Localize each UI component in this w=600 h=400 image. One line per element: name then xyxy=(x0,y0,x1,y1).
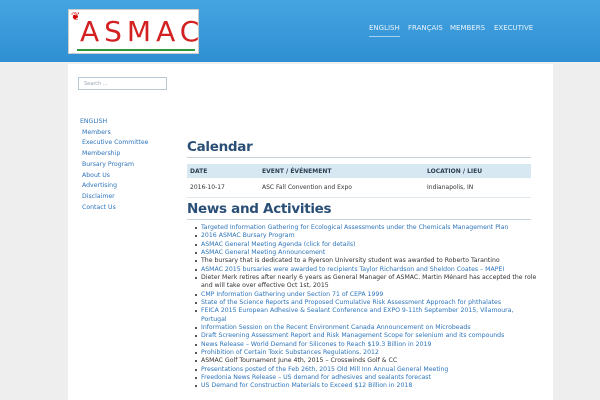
maple-leaf-icon: ❦ xyxy=(71,10,81,23)
list-item[interactable]: CMP Information Gathering under Section 71 of CEPA 1999 xyxy=(195,291,540,299)
list-item[interactable]: ASMAC 2015 bursaries were awarded to recipients Taylor Richardson and Sheldon Coates – MAPEI xyxy=(195,266,540,274)
list-item: ASMAC Golf Tournament June 4th, 2015 – Crosswinds Golf & CC xyxy=(195,357,540,365)
sidebar-item-members[interactable]: Members xyxy=(82,128,111,136)
list-item[interactable]: Prohibition of Certain Toxic Substances Regulations, 2012 xyxy=(195,349,540,357)
event-location: Indianapolis, IN xyxy=(424,178,531,197)
main-nav xyxy=(0,23,600,37)
news-list xyxy=(195,224,540,391)
table-row[interactable] xyxy=(187,178,531,197)
sidebar-item-contact-us[interactable]: Contact Us xyxy=(82,203,116,211)
nav-executive[interactable]: EXECUTIVE xyxy=(494,24,534,32)
column-header: DATE xyxy=(187,164,259,178)
event-date: 2016-10-17 xyxy=(187,178,259,197)
list-item[interactable]: Freedonia News Release – US demand for adhesives and sealants forecast xyxy=(195,374,540,382)
nav-francais[interactable]: FRANÇAIS xyxy=(408,24,443,32)
list-item[interactable]: News Release – World Demand for Silicones to Reach $19.3 Billion in 2019 xyxy=(195,341,540,349)
list-item[interactable]: ASMAC General Meeting Announcement xyxy=(195,249,540,257)
calendar-table xyxy=(187,164,531,198)
table-header-row xyxy=(187,164,531,178)
search-input[interactable]: Search ... xyxy=(78,77,167,90)
logo-text: ASMAC xyxy=(80,15,205,48)
sidebar-item-english[interactable]: ENGLISH xyxy=(80,118,108,125)
list-item[interactable]: Presentations posted of the Feb 26th, 2015 Old Mill Inn Annual General Meeting xyxy=(195,366,540,374)
list-item: The bursary that is dedicated to a Ryerson University student was awarded to Roberto Tarantino xyxy=(195,257,540,265)
sidebar-item-membership[interactable]: Membership xyxy=(82,150,121,158)
calendar-heading: Calendar xyxy=(187,139,253,155)
list-item[interactable]: ASMAC General Meeting Agenda (click for details) xyxy=(195,241,540,249)
list-item[interactable]: 2016 ASMAC Bursary Program xyxy=(195,232,540,240)
calendar-divider xyxy=(187,157,531,158)
column-header: EVENT / ÉVÉNEMENT xyxy=(259,164,424,178)
column-header: LOCATION / LIEU xyxy=(424,164,531,178)
event-name: ASC Fall Convention and Expo xyxy=(259,178,424,197)
site-header xyxy=(0,0,600,62)
sidebar-item-bursary-program[interactable]: Bursary Program xyxy=(82,160,135,168)
list-item[interactable]: Targeted Information Gathering for Ecological Assessments under the Chemicals Management Plan xyxy=(195,224,540,232)
logo-underline xyxy=(77,49,195,51)
news-heading: News and Activities xyxy=(187,201,332,217)
nav-english[interactable]: ENGLISH xyxy=(369,23,400,37)
list-item[interactable]: Information Session on the Recent Environment Canada Announcement on Microbeads xyxy=(195,324,540,332)
nav-members[interactable]: MEMBERS xyxy=(450,24,486,32)
sidebar-item-advertising[interactable]: Advertising xyxy=(82,182,118,190)
list-item: Dieter Merk retires after nearly 6 years as General Manager of ASMAC. Martin Ménard has accepted the role and will take over effective Oct 1st, 2015 xyxy=(195,274,540,291)
list-item[interactable]: State of the Science Reports and Proposed Cumulative Risk Assessment Approach for phthalates xyxy=(195,299,540,307)
sidebar-item-disclaimer[interactable]: Disclaimer xyxy=(82,192,115,200)
list-item[interactable]: Draft Screening Assessment Report and Risk Management Scope for selenium and its compounds xyxy=(195,332,540,340)
list-item[interactable]: US Demand for Construction Materials to Exceed $12 Billion in 2018 xyxy=(195,382,540,390)
news-divider xyxy=(187,219,531,220)
list-item[interactable]: FEICA 2015 European Adhesive & Sealant Conference and EXPO 9-11th September 2015, Vilamoura, Portugal xyxy=(195,307,540,324)
sidebar-item-executive-committee[interactable]: Executive Committee xyxy=(82,139,149,147)
sidebar-menu xyxy=(80,117,148,213)
sidebar-item-about-us[interactable]: About Us xyxy=(82,171,111,179)
